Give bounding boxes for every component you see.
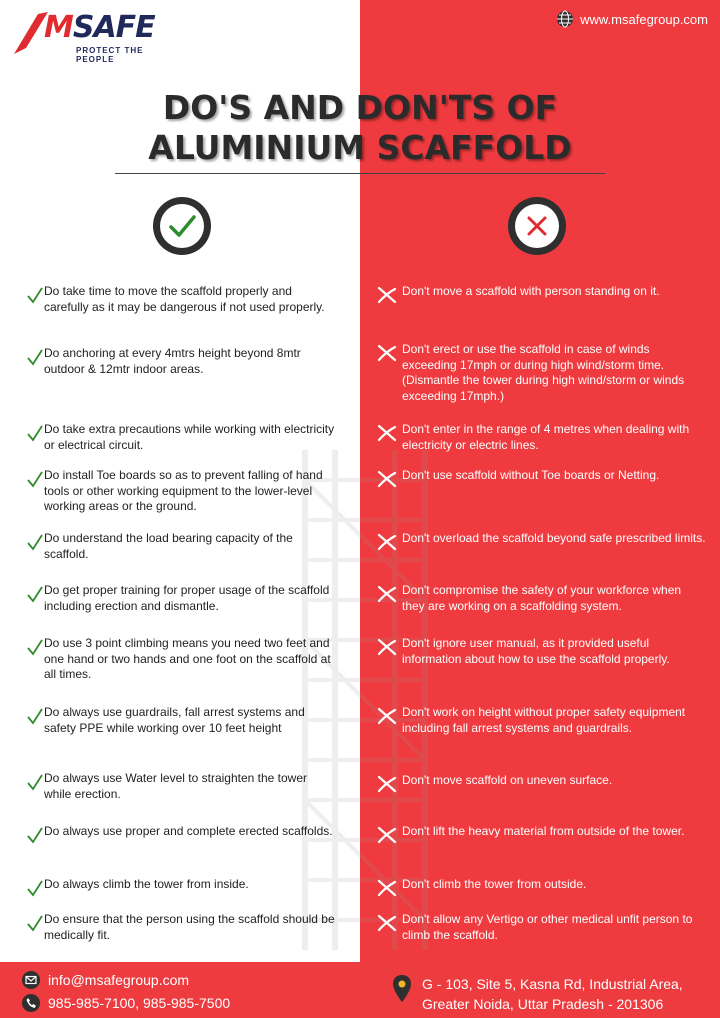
cross-icon (376, 914, 398, 932)
dont-item (376, 773, 706, 793)
do-item (26, 705, 336, 736)
website-link[interactable] (556, 10, 708, 28)
cross-icon (376, 470, 398, 488)
dont-item (376, 284, 706, 304)
footer (0, 962, 720, 1018)
dont-item (376, 342, 706, 404)
do-item (26, 912, 336, 943)
cross-icon (376, 344, 398, 362)
check-icon (26, 879, 44, 897)
cross-icon (376, 424, 398, 442)
email-text: info@msafegroup.com (48, 972, 190, 988)
website-text: www.msafegroup.com (580, 11, 708, 27)
do-text: Do get proper training for proper usage of the scaffold including erection and dismantle. (44, 583, 330, 613)
do-item (26, 877, 336, 897)
cross-icon (376, 707, 398, 725)
do-item (26, 531, 336, 562)
do-item (26, 468, 336, 515)
brand-logo (12, 8, 182, 64)
dont-text: Don't overload the scaffold beyond safe prescribed limits. (402, 531, 706, 545)
cross-icon (376, 286, 398, 304)
check-icon (26, 286, 44, 304)
dont-text: Don't compromise the safety of your workforce when they are working on a scaffolding system. (402, 583, 682, 613)
dont-text: Don't use scaffold without Toe boards or Netting. (402, 468, 660, 482)
do-text: Do take time to move the scaffold properly and carefully as it may be dangerous if not used properly. (44, 284, 325, 314)
dont-text: Don't work on height without proper safety equipment including fall arrest systems and guardrails. (402, 705, 686, 735)
cross-icon (376, 533, 398, 551)
dont-text: Don't move a scaffold with person standing on it. (402, 284, 660, 298)
mail-icon (22, 971, 40, 989)
dont-item (376, 468, 706, 488)
dont-text: Don't allow any Vertigo or other medical unfit person to climb the scaffold. (402, 912, 693, 942)
dont-item (376, 824, 706, 844)
do-item (26, 346, 336, 377)
do-text: Do always use proper and complete erected scaffolds. (44, 824, 333, 838)
title-divider (115, 173, 605, 174)
location-pin-icon (392, 974, 412, 1004)
do-text: Do take extra precautions while working with electricity or electrical circuit. (44, 422, 335, 452)
do-header-badge (153, 197, 211, 255)
do-text: Do install Toe boards so as to prevent falling of hand tools or other working equipment to the lower-level working areas or the ground. (44, 468, 323, 513)
do-text: Do ensure that the person using the scaffold should be medically fit. (44, 912, 335, 942)
dont-item (376, 705, 706, 736)
check-icon (26, 914, 44, 932)
check-icon (26, 585, 44, 603)
globe-icon (556, 10, 574, 28)
cross-icon (376, 879, 398, 897)
do-text: Do understand the load bearing capacity of the scaffold. (44, 531, 293, 561)
title-line-1: DO'S AND DON'TS OF (162, 88, 558, 127)
logo-tagline: PROTECT THE PEOPLE (76, 46, 144, 64)
check-icon (26, 424, 44, 442)
dont-text: Don't erect or use the scaffold in case of winds exceeding 17mph or during high wind/storm time. (Dismantle the tower during high wind/storm or winds exceeding 17mph.) (402, 342, 685, 403)
check-icon (167, 211, 197, 241)
do-item (26, 284, 336, 315)
do-text: Do use 3 point climbing means you need two feet and one hand or two hands and one foot on the scaffold at all times. (44, 636, 331, 681)
dont-item (376, 531, 706, 551)
check-icon (26, 348, 44, 366)
page-title (0, 88, 720, 168)
logo-wordmark: MSAFE (44, 10, 155, 45)
check-icon (26, 533, 44, 551)
cross-icon (376, 775, 398, 793)
do-text: Do always use guardrails, fall arrest systems and safety PPE while working over 10 feet height (44, 705, 305, 735)
dont-text: Don't move scaffold on uneven surface. (402, 773, 613, 787)
dont-text: Don't enter in the range of 4 metres when dealing with electricity or electric lines. (402, 422, 690, 452)
dont-item (376, 877, 706, 897)
dont-header-badge (508, 197, 566, 255)
check-icon (26, 773, 44, 791)
do-text: Do anchoring at every 4mtrs height beyond 8mtr outdoor & 12mtr indoor areas. (44, 346, 301, 376)
cross-icon (376, 585, 398, 603)
phone-text: 985-985-7100, 985-985-7500 (48, 995, 231, 1011)
do-item (26, 771, 336, 802)
do-text: Do always climb the tower from inside. (44, 877, 249, 891)
dont-item (376, 422, 706, 453)
dont-item (376, 912, 706, 943)
footer-address (392, 974, 683, 1014)
cross-icon (376, 638, 398, 656)
footer-email[interactable] (22, 971, 189, 989)
check-icon (26, 470, 44, 488)
title-line-2: ALUMINIUM SCAFFOLD (148, 128, 572, 167)
do-item (26, 824, 336, 844)
dont-text: Don't lift the heavy material from outside of the tower. (402, 824, 685, 838)
dont-item (376, 583, 706, 614)
dont-item (376, 636, 706, 667)
phone-icon (22, 994, 40, 1012)
address-line-2: Greater Noida, Uttar Pradesh - 201306 (422, 996, 664, 1012)
check-icon (26, 826, 44, 844)
do-text: Do always use Water level to straighten the tower while erection. (44, 771, 308, 801)
dont-text: Don't climb the tower from outside. (402, 877, 587, 891)
do-item (26, 636, 336, 683)
cross-icon (376, 826, 398, 844)
do-item (26, 583, 336, 614)
cross-icon (524, 213, 550, 239)
footer-phone[interactable] (22, 994, 230, 1012)
check-icon (26, 638, 44, 656)
do-item (26, 422, 336, 453)
check-icon (26, 707, 44, 725)
dont-text: Don't ignore user manual, as it provided useful information about how to use the scaffold properly. (402, 636, 670, 666)
address-line-1: G - 103, Site 5, Kasna Rd, Industrial Area, (422, 976, 683, 992)
